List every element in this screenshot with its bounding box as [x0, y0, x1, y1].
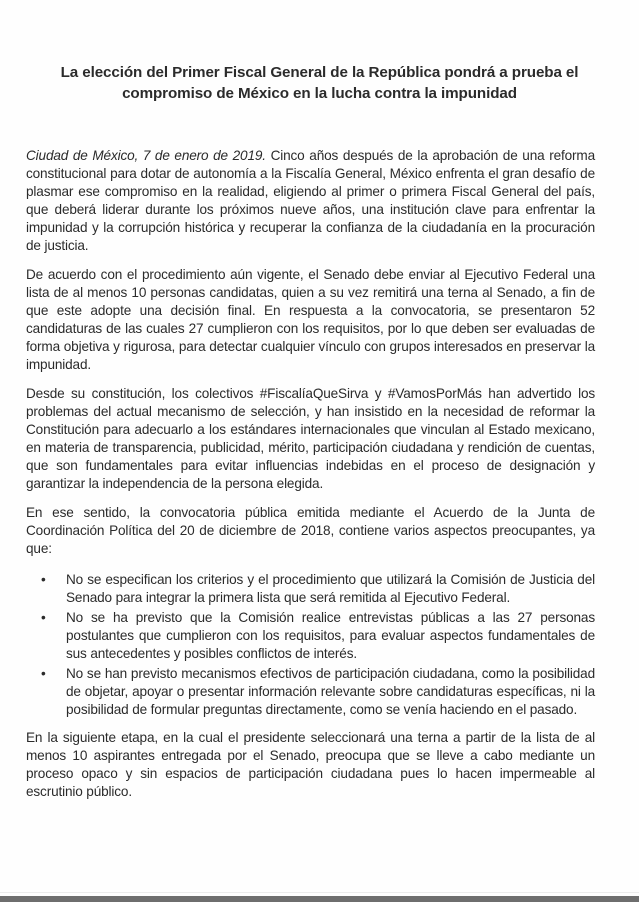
procedure-paragraph: De acuerdo con el procedimiento aún vigente, el Senado debe enviar al Ejecutivo Federal una lista de al menos 10 personas candidatas, quien a su vez remitirá una terna al Senado, a fin de que este adopte una decisión final. En respuesta a la convocatoria, se presentaron 52 candidaturas de las cuales 27 cumplieron con los requisitos, por lo que deben ser evaluadas de forma objetiva y rigurosa, para detectar cualquier vínculo con grupos interesados en preservar la impunidad. — [26, 267, 595, 372]
page-bottom-border — [0, 896, 639, 902]
closing-paragraph: En la siguiente etapa, en la cual el presidente seleccionará una terna a partir de la lista de al menos 10 aspirantes entregada por el Senado, preocupa que se lleve a cabo mediante un proceso opaco y sin espacios de participación ciudadana pues lo hacen impermeable al escrutinio público. — [26, 730, 595, 799]
intro-text: Cinco años después de la aprobación de una reforma constitucional para dotar de autonomía a la Fiscalía General, México enfrenta el gran desafío de plasmar ese compromiso en la realidad, eligiendo al primer o primera Fiscal General del país, que deberá liderar durante los próximos nueve años, una institución clave para enfrentar la impunidad y la corrupción histórica y recuperar la confianza de la ciudadanía en la procuración de justicia. — [26, 148, 595, 253]
page-edge-divider — [0, 892, 639, 893]
bullet-icon: • — [41, 666, 46, 681]
bullet-icon: • — [41, 572, 46, 587]
collectives-paragraph: Desde su constitución, los colectivos #FiscalíaQueSirva y #VamosPorMás han advertido los problemas del actual mecanismo de selección, y han insistido en la necesidad de reformar la Constitución para adecuarlo a los estándares internacionales que vinculan al Estado mexicano, en materia de transparencia, publicidad, mérito, participación ciudadana y rendición de cuentas, que son fundamentales para evitar influencias indebidas en el proceso de designación y garantizar la independencia de la persona elegida. — [26, 386, 595, 491]
concerns-list — [26, 571, 595, 719]
list-item: • No se han previsto mecanismos efectivos de participación ciudadana, como la posibilidad de objetar, apoyar o presentar información relevante sobre candidaturas específicas, ni la posibilidad de formular preguntas directamente, como se venía haciendo en el pasado. — [41, 666, 595, 717]
dateline: Ciudad de México, 7 de enero de 2019. — [26, 148, 266, 163]
convocatoria-paragraph: En ese sentido, la convocatoria pública emitida mediante el Acuerdo de la Junta de Coordinación Política del 20 de diciembre de 2018, contiene varios aspectos preocupantes, ya que: — [26, 505, 595, 556]
bullet-icon: • — [41, 610, 46, 625]
document-body — [26, 147, 595, 812]
intro-paragraph — [26, 147, 595, 255]
document-title: La elección del Primer Fiscal General de la República pondrá a prueba el compromiso de México en la lucha contra la impunidad — [60, 64, 579, 102]
list-item: • No se ha previsto que la Comisión realice entrevistas públicas a las 27 personas postulantes que cumplieron con los requisitos, para evaluar aspectos fundamentales de sus antecedentes y posibles conflictos de interés. — [41, 610, 595, 661]
list-item: • No se especifican los criterios y el procedimiento que utilizará la Comisión de Justicia del Senado para integrar la primera lista que será remitida al Ejecutivo Federal. — [41, 572, 595, 605]
